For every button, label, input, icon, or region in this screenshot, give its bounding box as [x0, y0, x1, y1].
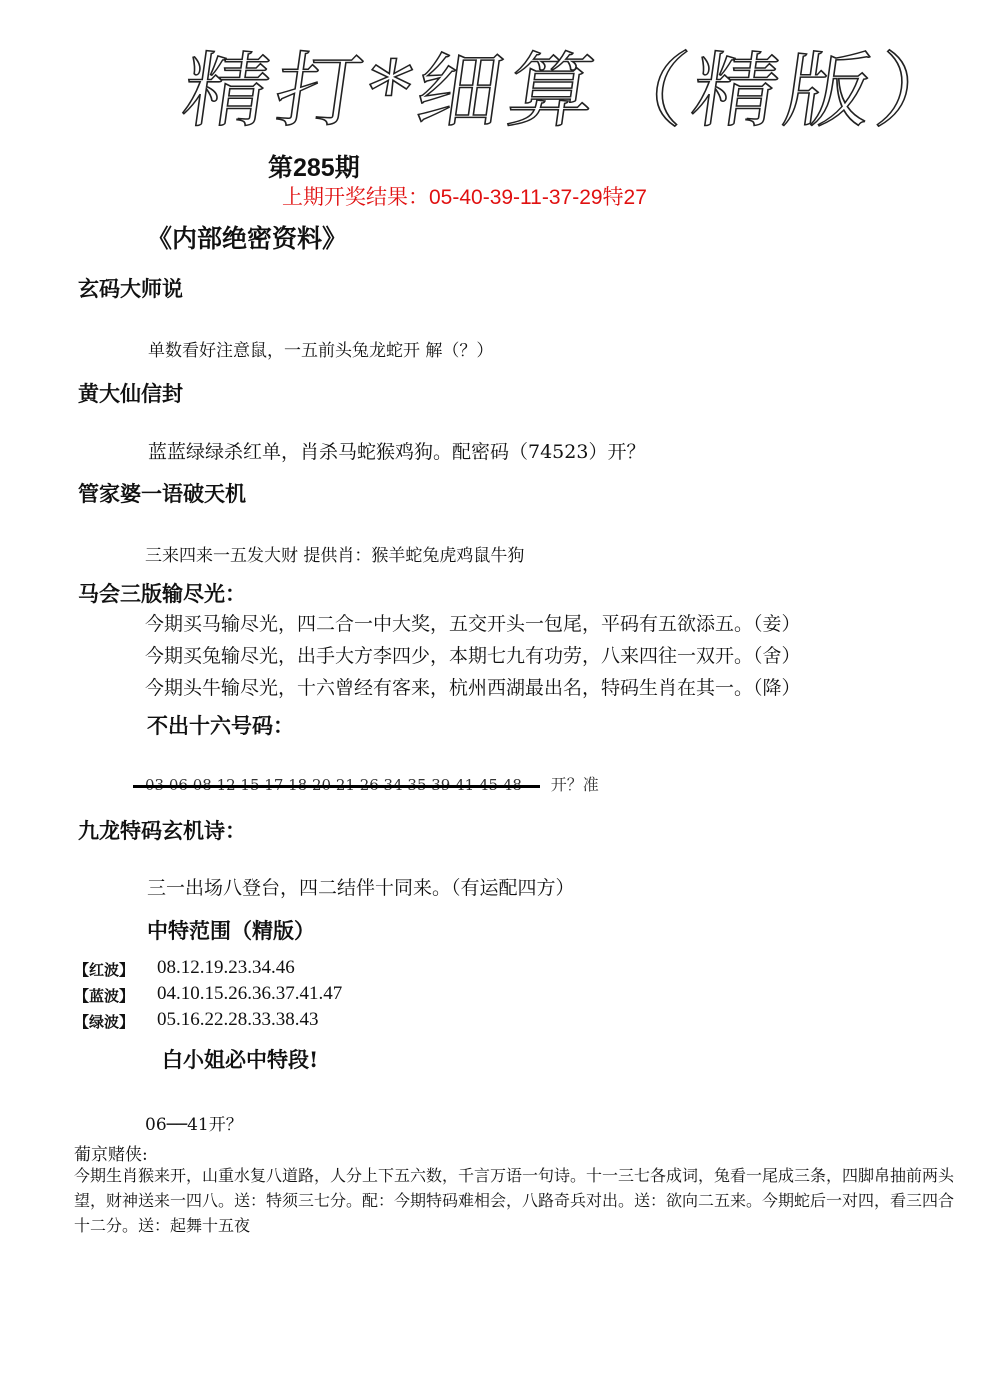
document-title: 《内部绝密资料》 [147, 224, 348, 253]
mahui-heading: 马会三版输尽光： [78, 581, 246, 606]
section-heading-huangdaxian: 黄大仙信封 [78, 381, 183, 406]
bai-heading: 白小姐必中特段! [162, 1047, 319, 1072]
wave-label-green: 【绿波】 [74, 1013, 135, 1031]
closing-heading: 葡京赌侠: [74, 1145, 148, 1165]
mahui-line-3: 今期头牛输尽光，十六曾经有客来，杭州西湖最出名，特码生肖在其一。（降） [145, 677, 801, 699]
section-heading-xuanma: 玄码大师说 [78, 276, 183, 301]
section-text-huangdaxian: 蓝蓝绿绿杀红单，肖杀马蛇猴鸡狗。配密码（74523）开？ [148, 441, 646, 463]
wave-numbers-green: 05.16.22.28.33.38.43 [157, 1009, 319, 1030]
no16-heading: 不出十六号码： [147, 713, 294, 738]
issue-number: 第285期 [268, 154, 360, 182]
mahui-line-1: 今期买马输尽光，四二合一中大奖，五交开头一包尾，平码有五欲添五。（妾） [145, 613, 801, 635]
range-heading: 中特范围（精版） [147, 918, 315, 943]
mahui-line-2: 今期买兔输尽光，出手大方李四少，本期七九有功劳，八来四往一双开。（舍） [145, 645, 801, 667]
jiulong-heading: 九龙特码玄机诗： [78, 818, 246, 843]
section-heading-guanjiapo: 管家婆一语破天机 [78, 481, 246, 506]
no16-numbers-wrap [145, 776, 522, 794]
no16-tail: 开？准 [550, 775, 599, 794]
closing-paragraph: 今期生肖猴来开，山重水复八道路，人分上下五六数，千言万语一句诗。十一三七各成词，兔看一尾成三条，四脚帛抽前两头望，财神送来一四八。送：特须三七分。配：今期特码难相会，八路奇兵对出。送：欲向二五来。今期蛇后一对四，看三四合十二分。送：起舞十五夜 [74, 1166, 955, 1235]
bai-text: 06──41开？ [145, 1115, 243, 1135]
wave-label-blue: 【蓝波】 [74, 987, 135, 1005]
jiulong-text: 三一出场八登台，四二结伴十同来。（有运配四方） [147, 877, 575, 899]
wave-label-red: 【红波】 [74, 961, 135, 979]
wave-numbers-blue: 04.10.15.26.36.37.41.47 [157, 983, 343, 1004]
section-text-xuanma: 单数看好注意鼠，一五前头兔龙蛇开 解（？） [148, 341, 494, 361]
no16-row [145, 772, 599, 794]
last-result: 上期开奖结果：05-40-39-11-37-29特27 [282, 186, 647, 209]
strikethrough-line [133, 785, 540, 788]
masthead-title: 精打*细算（精版） [176, 44, 976, 139]
section-text-guanjiapo: 三来四来一五发大财 提供肖：猴羊蛇兔虎鸡鼠牛狗 [145, 546, 525, 566]
wave-numbers-red: 08.12.19.23.34.46 [157, 957, 295, 978]
